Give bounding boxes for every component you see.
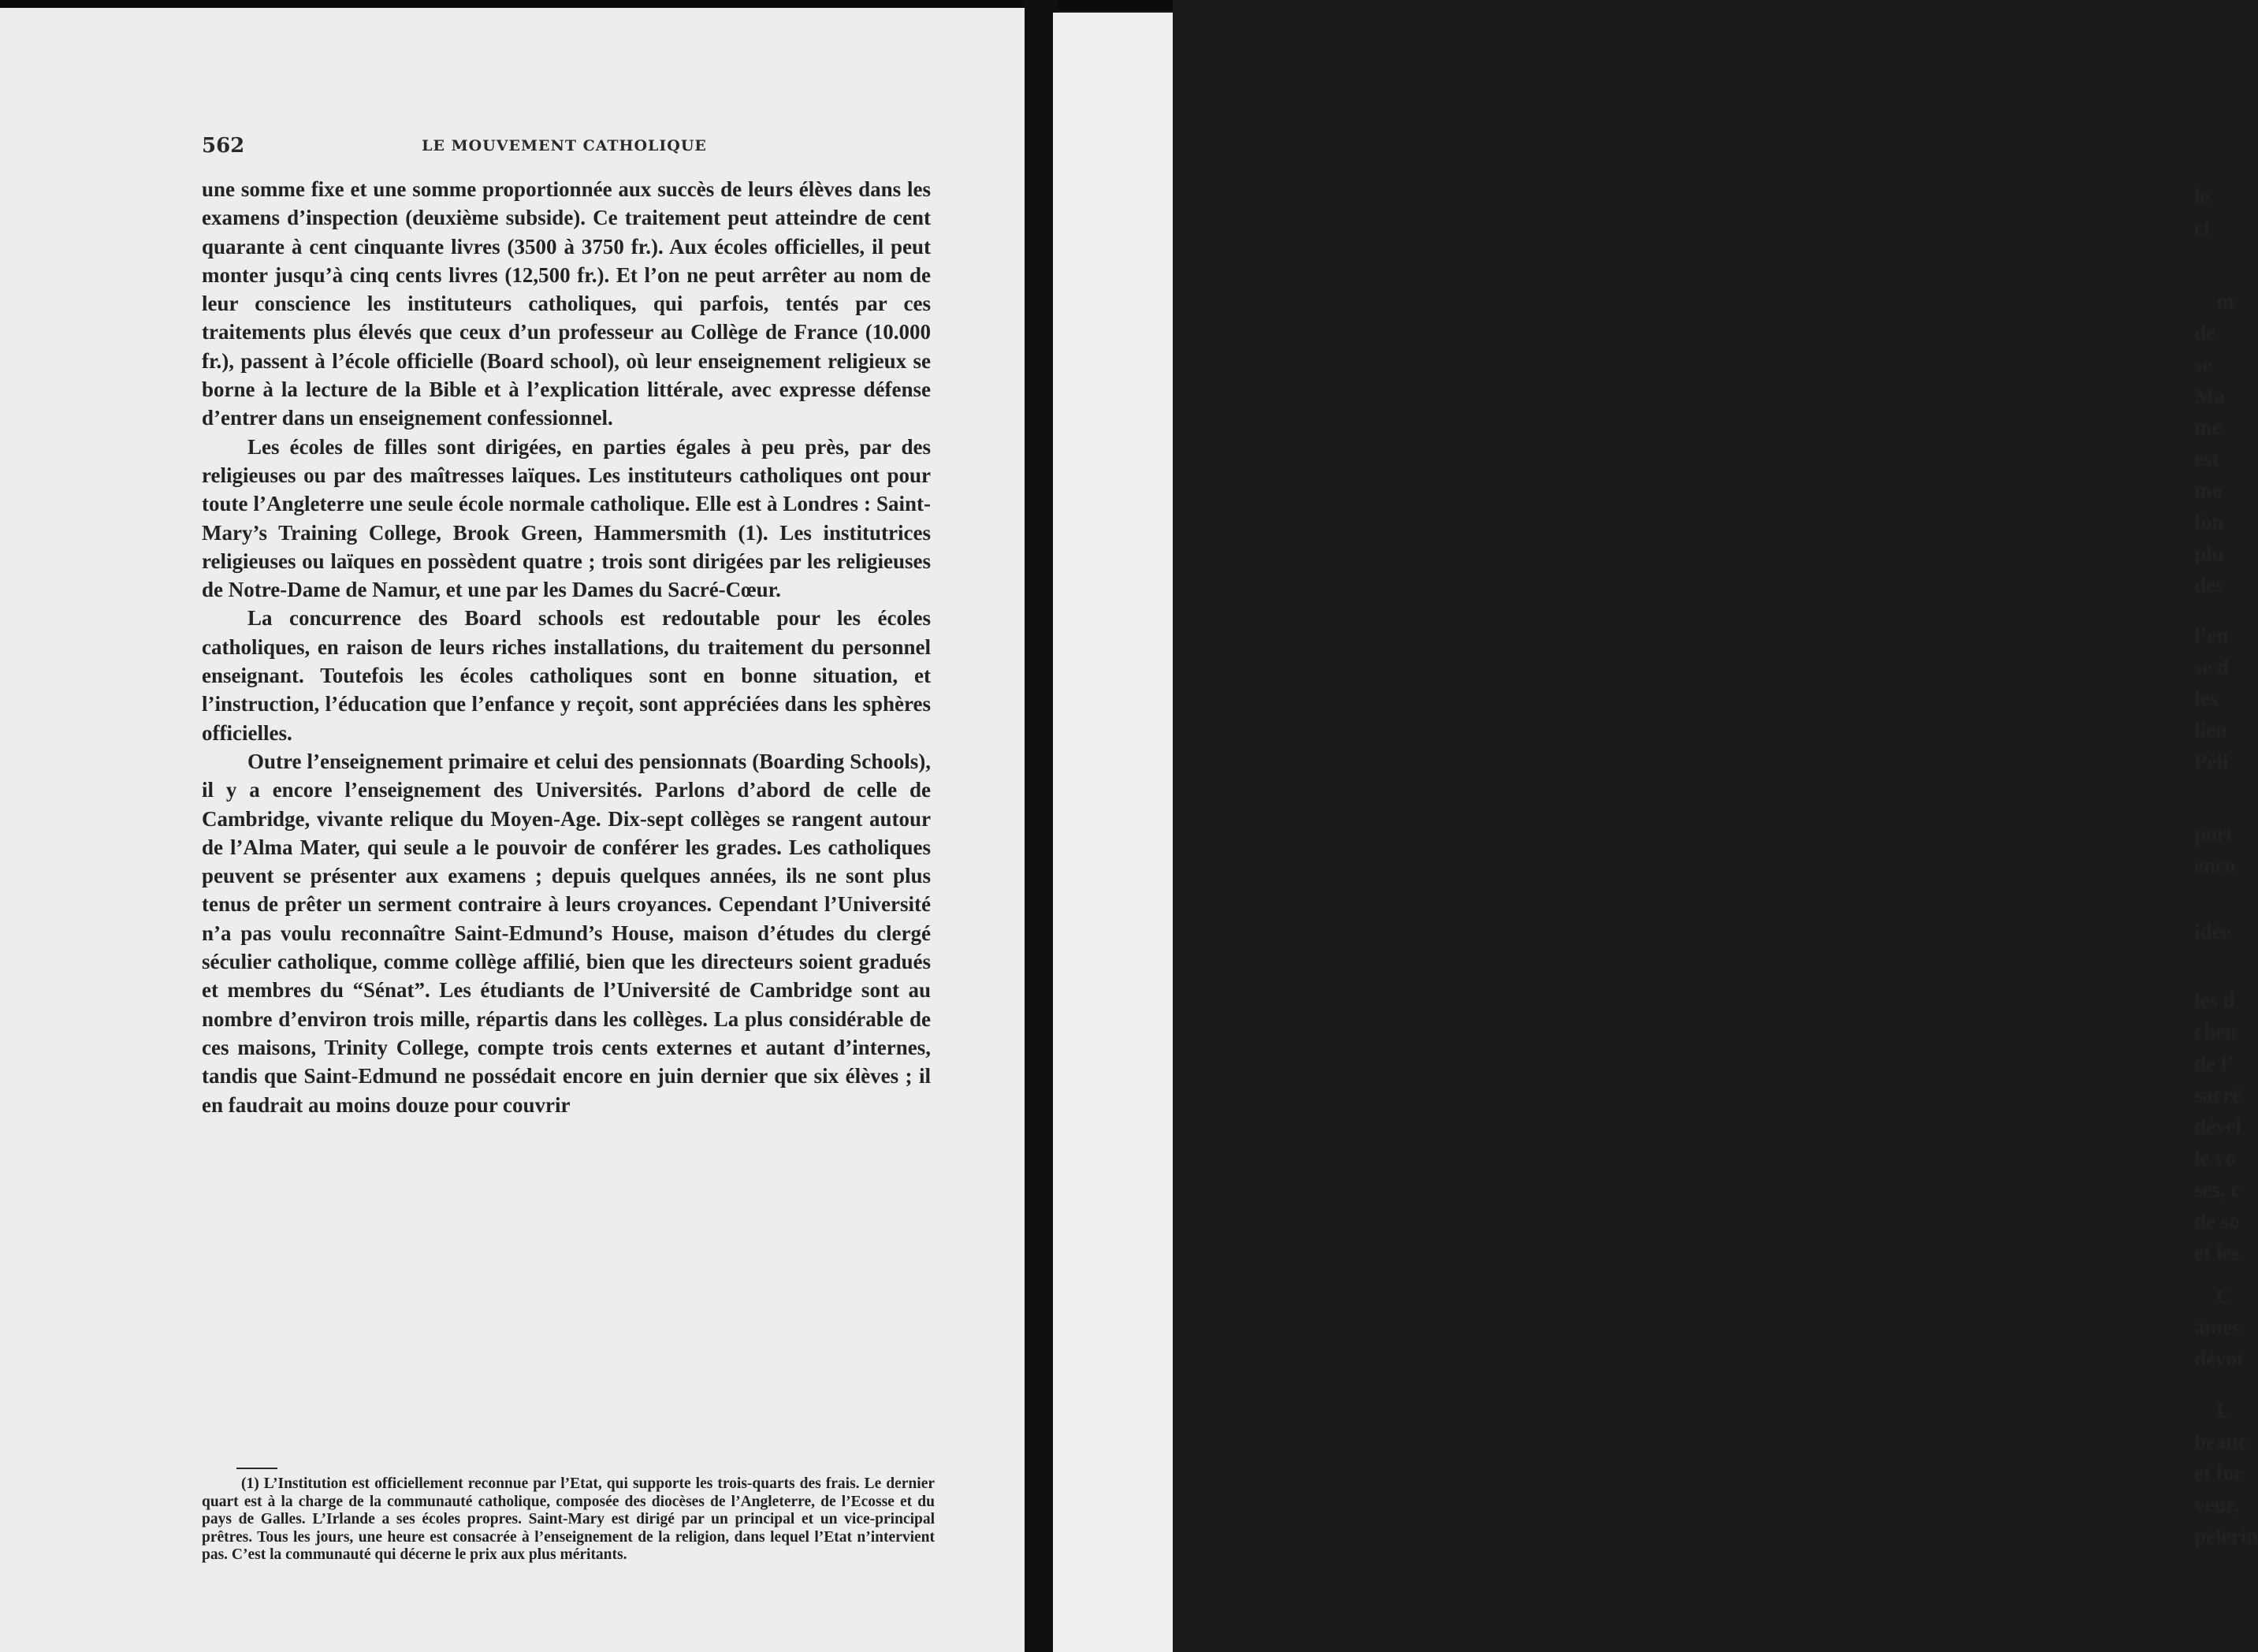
facing-page-line: C <box>2216 1284 2232 1308</box>
facing-page-line: Ma <box>2194 384 2225 407</box>
paragraph: une somme fixe et une somme proportionnée aux succès de leurs élèves dans les examens d’inspection (deuxième subside). Ce traitement peut atteindre de cent quarante à cent cinquante livres (3500 à 3750 fr.). Aux écoles officielles, il peut monter jusqu’à cinq cents livres (12,500 fr.). Et l’on ne peut arrêter au nom de leur conscience les instituteurs catholiques, qui parfois, tentés par ces traitements plus élevés que ceux d’un professeur au Collège de France (10.000 fr.), passent à l’école officielle (Board school), où leur enseignement religieux se borne à la lecture de la Bible et à l’explication littérale, avec expresse défense d’entrer dans un enseignement confessionnel. <box>202 177 931 430</box>
facing-page-line: m <box>2216 289 2234 313</box>
facing-page-line: sacré <box>2194 1083 2241 1107</box>
facing-page-line: se <box>2194 352 2212 376</box>
facing-page-line: fon <box>2194 510 2224 534</box>
facing-page-line: mo <box>2194 478 2223 502</box>
facing-page-line: des <box>2194 573 2224 597</box>
footnote-rule <box>236 1468 277 1469</box>
facing-page-line: est <box>2194 447 2219 471</box>
facing-page-line: dévot <box>2194 1347 2244 1371</box>
facing-page-line: plu <box>2194 541 2224 565</box>
facing-page-line: Péli <box>2194 750 2229 773</box>
paragraph: Outre l’enseignement primaire et celui des pensionnats (Boarding Schools), il y a encore l’enseignement des Universités. Parlons d’abord de celle de Cambridge, vivante relique du Moyen-Age. Dix-sept collèges se rangent autour de l’Alma Mater, qui seule a le pouvoir de conférer les grades. Les catholiques peuvent se présenter aux examens ; depuis quelques années, ils ne sont plus tenus de prêter un serment contraire à leurs croyances. Cependant l’Université n’a pas voulu reconnaître Saint-Edmund’s House, maison d’études du clergé séculier catholique, comme collège affilié, bien que les directeurs soient gradués et membres du “Sénat”. Les étudiants de l’Université de Cambridge sont au nombre d’environ trois mille, répartis dans les collèges. La plus considérable de ces maisons, Trinity College, compte trois cents externes et autant d’internes, tandis que Saint-Edmund ne possédait encore en juin dernier que six élèves ; il en faudrait au moins douze pour couvrir <box>202 749 931 1117</box>
facing-page-line: pèlerin <box>2194 1524 2258 1548</box>
facing-page-line: de <box>2194 321 2215 344</box>
facing-page-line: L <box>2216 1398 2231 1422</box>
page-number: 562 <box>202 134 245 158</box>
facing-page <box>1053 13 2258 1652</box>
running-title: LE MOUVEMENT CATHOLIQUE <box>422 137 707 154</box>
facing-page-line: enco <box>2194 854 2236 877</box>
facing-page-line: lieu <box>2194 718 2228 742</box>
facing-page-line: l’en <box>2194 623 2229 647</box>
facing-page-line: de l’ <box>2194 1051 2234 1075</box>
facing-page-line: ses, c <box>2194 1178 2241 1201</box>
facing-page-line: âmes <box>2194 1315 2241 1339</box>
facing-page-line: le <box>2194 184 2210 208</box>
facing-page-line: de so <box>2194 1209 2240 1233</box>
facing-page-line: les d <box>2194 988 2235 1012</box>
facing-page-line: beauc <box>2194 1430 2248 1453</box>
facing-page-line: chen <box>2194 1020 2237 1044</box>
facing-page-line: veur, <box>2194 1493 2239 1516</box>
paragraph: Les écoles de filles sont dirigées, en parties égales à peu près, par des religieuses ou par des maîtresses laïques. Les instituteurs catholiques ont pour toute l’Angleterre une seule école normale catholique. Elle est à Londres : Saint-Mary’s Training College, Brook Green, Hammersmith (1). Les institutrices religieuses ou laïques en possèdent quatre ; trois sont dirigées par les religieuses de Notre-Dame de Namur, et une par les Dames du Sacré-Cœur. <box>202 434 931 602</box>
facing-page-line: et les <box>2194 1241 2240 1264</box>
facing-page-line: port <box>2194 822 2234 846</box>
paragraph: La concurrence des Board schools est redoutable pour les écoles catholiques, en raison de leurs riches installations, du traitement du personnel enseignant. Toutefois les écoles catholiques sont en bonne situation, et l’instruction, l’éducation que l’enfance y reçoit, sont appréciées dans les sphères officielles. <box>202 606 931 745</box>
facing-page-line: le vo <box>2194 1146 2237 1170</box>
page-header <box>202 134 927 166</box>
facing-page-line: les <box>2194 686 2218 710</box>
facing-page-line: me <box>2194 415 2222 439</box>
facing-page-line: ci <box>2194 216 2210 240</box>
facing-page-line: idée <box>2194 920 2231 943</box>
footnote <box>202 1475 935 1565</box>
facing-page-line: se d <box>2194 655 2230 679</box>
footnote-text: (1) L’Institution est officiellement reconnue par l’Etat, qui supporte les trois-quarts des frais. Le dernier quart est à la charge de la communauté catholique, composée des diocèses de l’Angleterre, de l’Ecosse et du pays de Galles. L’Irlande a ses écoles propres. Saint-Mary est dirigé par un principal et un vice-principal prêtres. Tous les jours, une heure est consacrée à l’enseignement de la religion, dans lequel l’Etat n’intervient pas. C’est la communauté qui décerne le prix aux plus méritants. <box>202 1475 935 1563</box>
body-text <box>202 175 931 1119</box>
facing-page-line: et for <box>2194 1461 2244 1485</box>
facing-page-line: dével <box>2194 1114 2241 1138</box>
